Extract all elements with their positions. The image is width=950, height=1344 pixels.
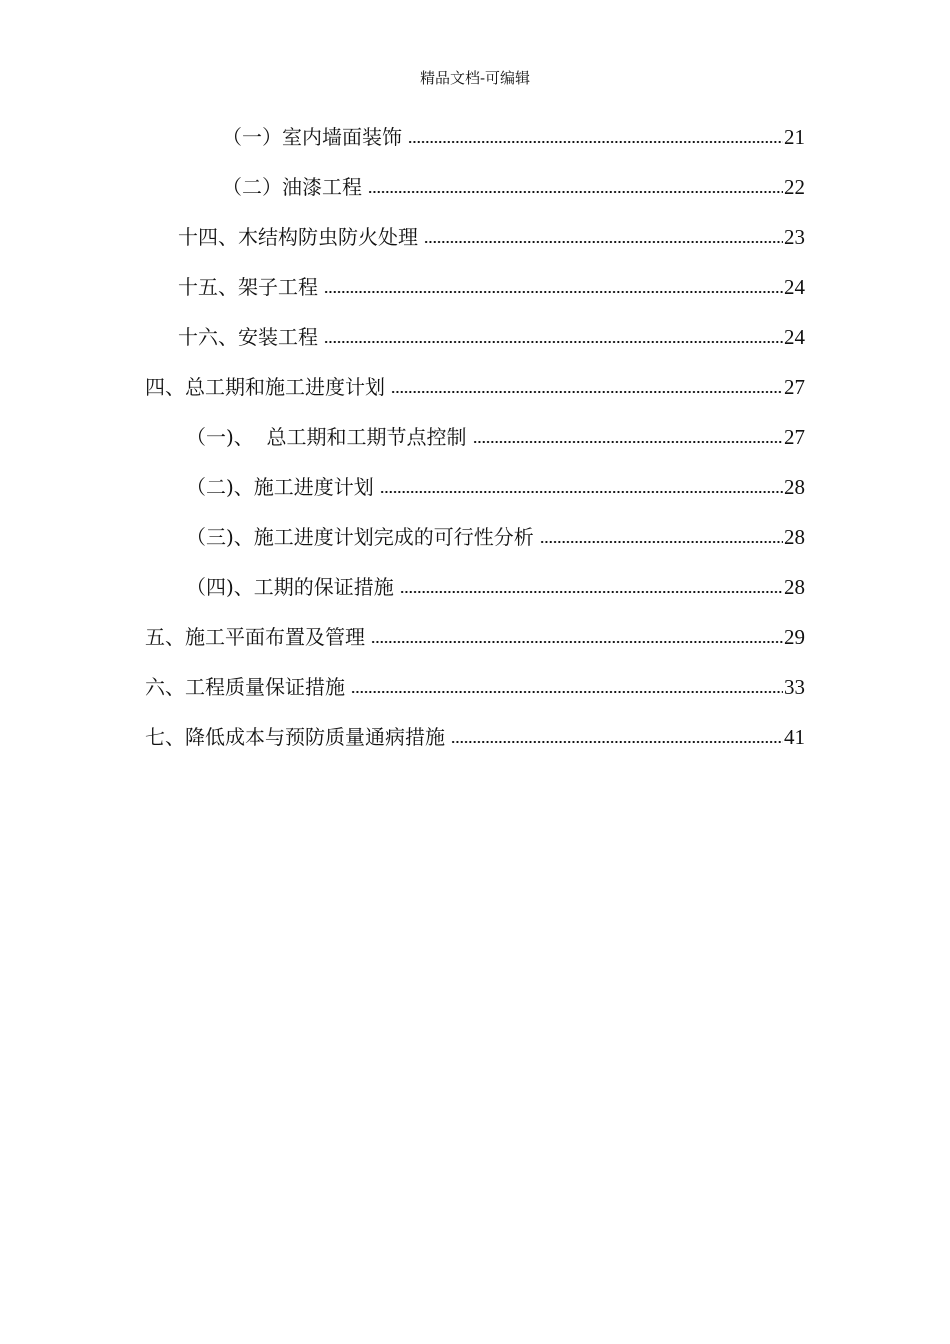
toc-dot-leader xyxy=(451,740,783,744)
toc-entry-page: 33 xyxy=(784,675,805,699)
toc-entry[interactable] xyxy=(178,272,805,300)
toc-entry-page: 24 xyxy=(784,325,805,349)
toc-entry[interactable] xyxy=(145,672,805,700)
toc-entry-title: （三)、施工进度计划完成的可行性分析 xyxy=(186,525,534,549)
toc-entry-page: 27 xyxy=(784,425,805,449)
page-header: 精品文档-可编辑 xyxy=(419,69,531,87)
toc-entry-title: 十六、安装工程 xyxy=(178,325,318,349)
toc-dot-leader xyxy=(408,140,783,144)
toc-entry-page: 27 xyxy=(784,375,805,399)
toc-entry-page: 22 xyxy=(784,175,805,199)
toc-entry-title: 十五、架子工程 xyxy=(178,275,318,299)
toc-entry-title: （一)、 总工期和工期节点控制 xyxy=(186,425,467,449)
toc-dot-leader xyxy=(351,690,783,694)
toc-entry-page: 23 xyxy=(784,225,805,249)
toc-entry[interactable] xyxy=(186,422,805,450)
toc-entry[interactable] xyxy=(186,472,805,500)
toc-entry-page: 41 xyxy=(784,725,805,749)
toc-entry-title: （一）室内墙面装饰 xyxy=(222,125,402,149)
toc-dot-leader xyxy=(371,640,783,644)
toc-entry[interactable] xyxy=(145,372,805,400)
toc-dot-leader xyxy=(324,290,783,294)
toc-dot-leader xyxy=(424,240,783,244)
toc-entry-page: 21 xyxy=(784,125,805,149)
toc-entry[interactable] xyxy=(145,622,805,650)
toc-entry-page: 28 xyxy=(784,475,805,499)
toc-entry-title: 四、总工期和施工进度计划 xyxy=(145,375,385,399)
toc-entry-title: 十四、木结构防虫防火处理 xyxy=(178,225,418,249)
toc-entry[interactable] xyxy=(178,322,805,350)
toc-entry[interactable] xyxy=(222,122,805,150)
toc-dot-leader xyxy=(391,390,783,394)
toc-entry-title: （四)、工期的保证措施 xyxy=(186,575,394,599)
toc-dot-leader xyxy=(324,340,783,344)
toc-dot-leader xyxy=(368,190,783,194)
toc-entry-page: 28 xyxy=(784,525,805,549)
toc-entry[interactable] xyxy=(186,522,805,550)
toc-dot-leader xyxy=(540,540,783,544)
toc-entry-page: 28 xyxy=(784,575,805,599)
toc-entry[interactable] xyxy=(222,172,805,200)
toc-dot-leader xyxy=(473,440,783,444)
toc-entry[interactable] xyxy=(178,222,805,250)
toc-entry-page: 29 xyxy=(784,625,805,649)
toc-entry-title: 六、工程质量保证措施 xyxy=(145,675,345,699)
toc-entry[interactable] xyxy=(145,722,805,750)
toc-dot-leader xyxy=(380,490,783,494)
toc-entry-title: （二)、施工进度计划 xyxy=(186,475,374,499)
toc-entry-title: 七、降低成本与预防质量通病措施 xyxy=(145,725,445,749)
toc-entry-page: 24 xyxy=(784,275,805,299)
toc-entry-title: 五、施工平面布置及管理 xyxy=(145,625,365,649)
toc-entry-title: （二）油漆工程 xyxy=(222,175,362,199)
toc-dot-leader xyxy=(400,590,783,594)
toc-entry[interactable] xyxy=(186,572,805,600)
